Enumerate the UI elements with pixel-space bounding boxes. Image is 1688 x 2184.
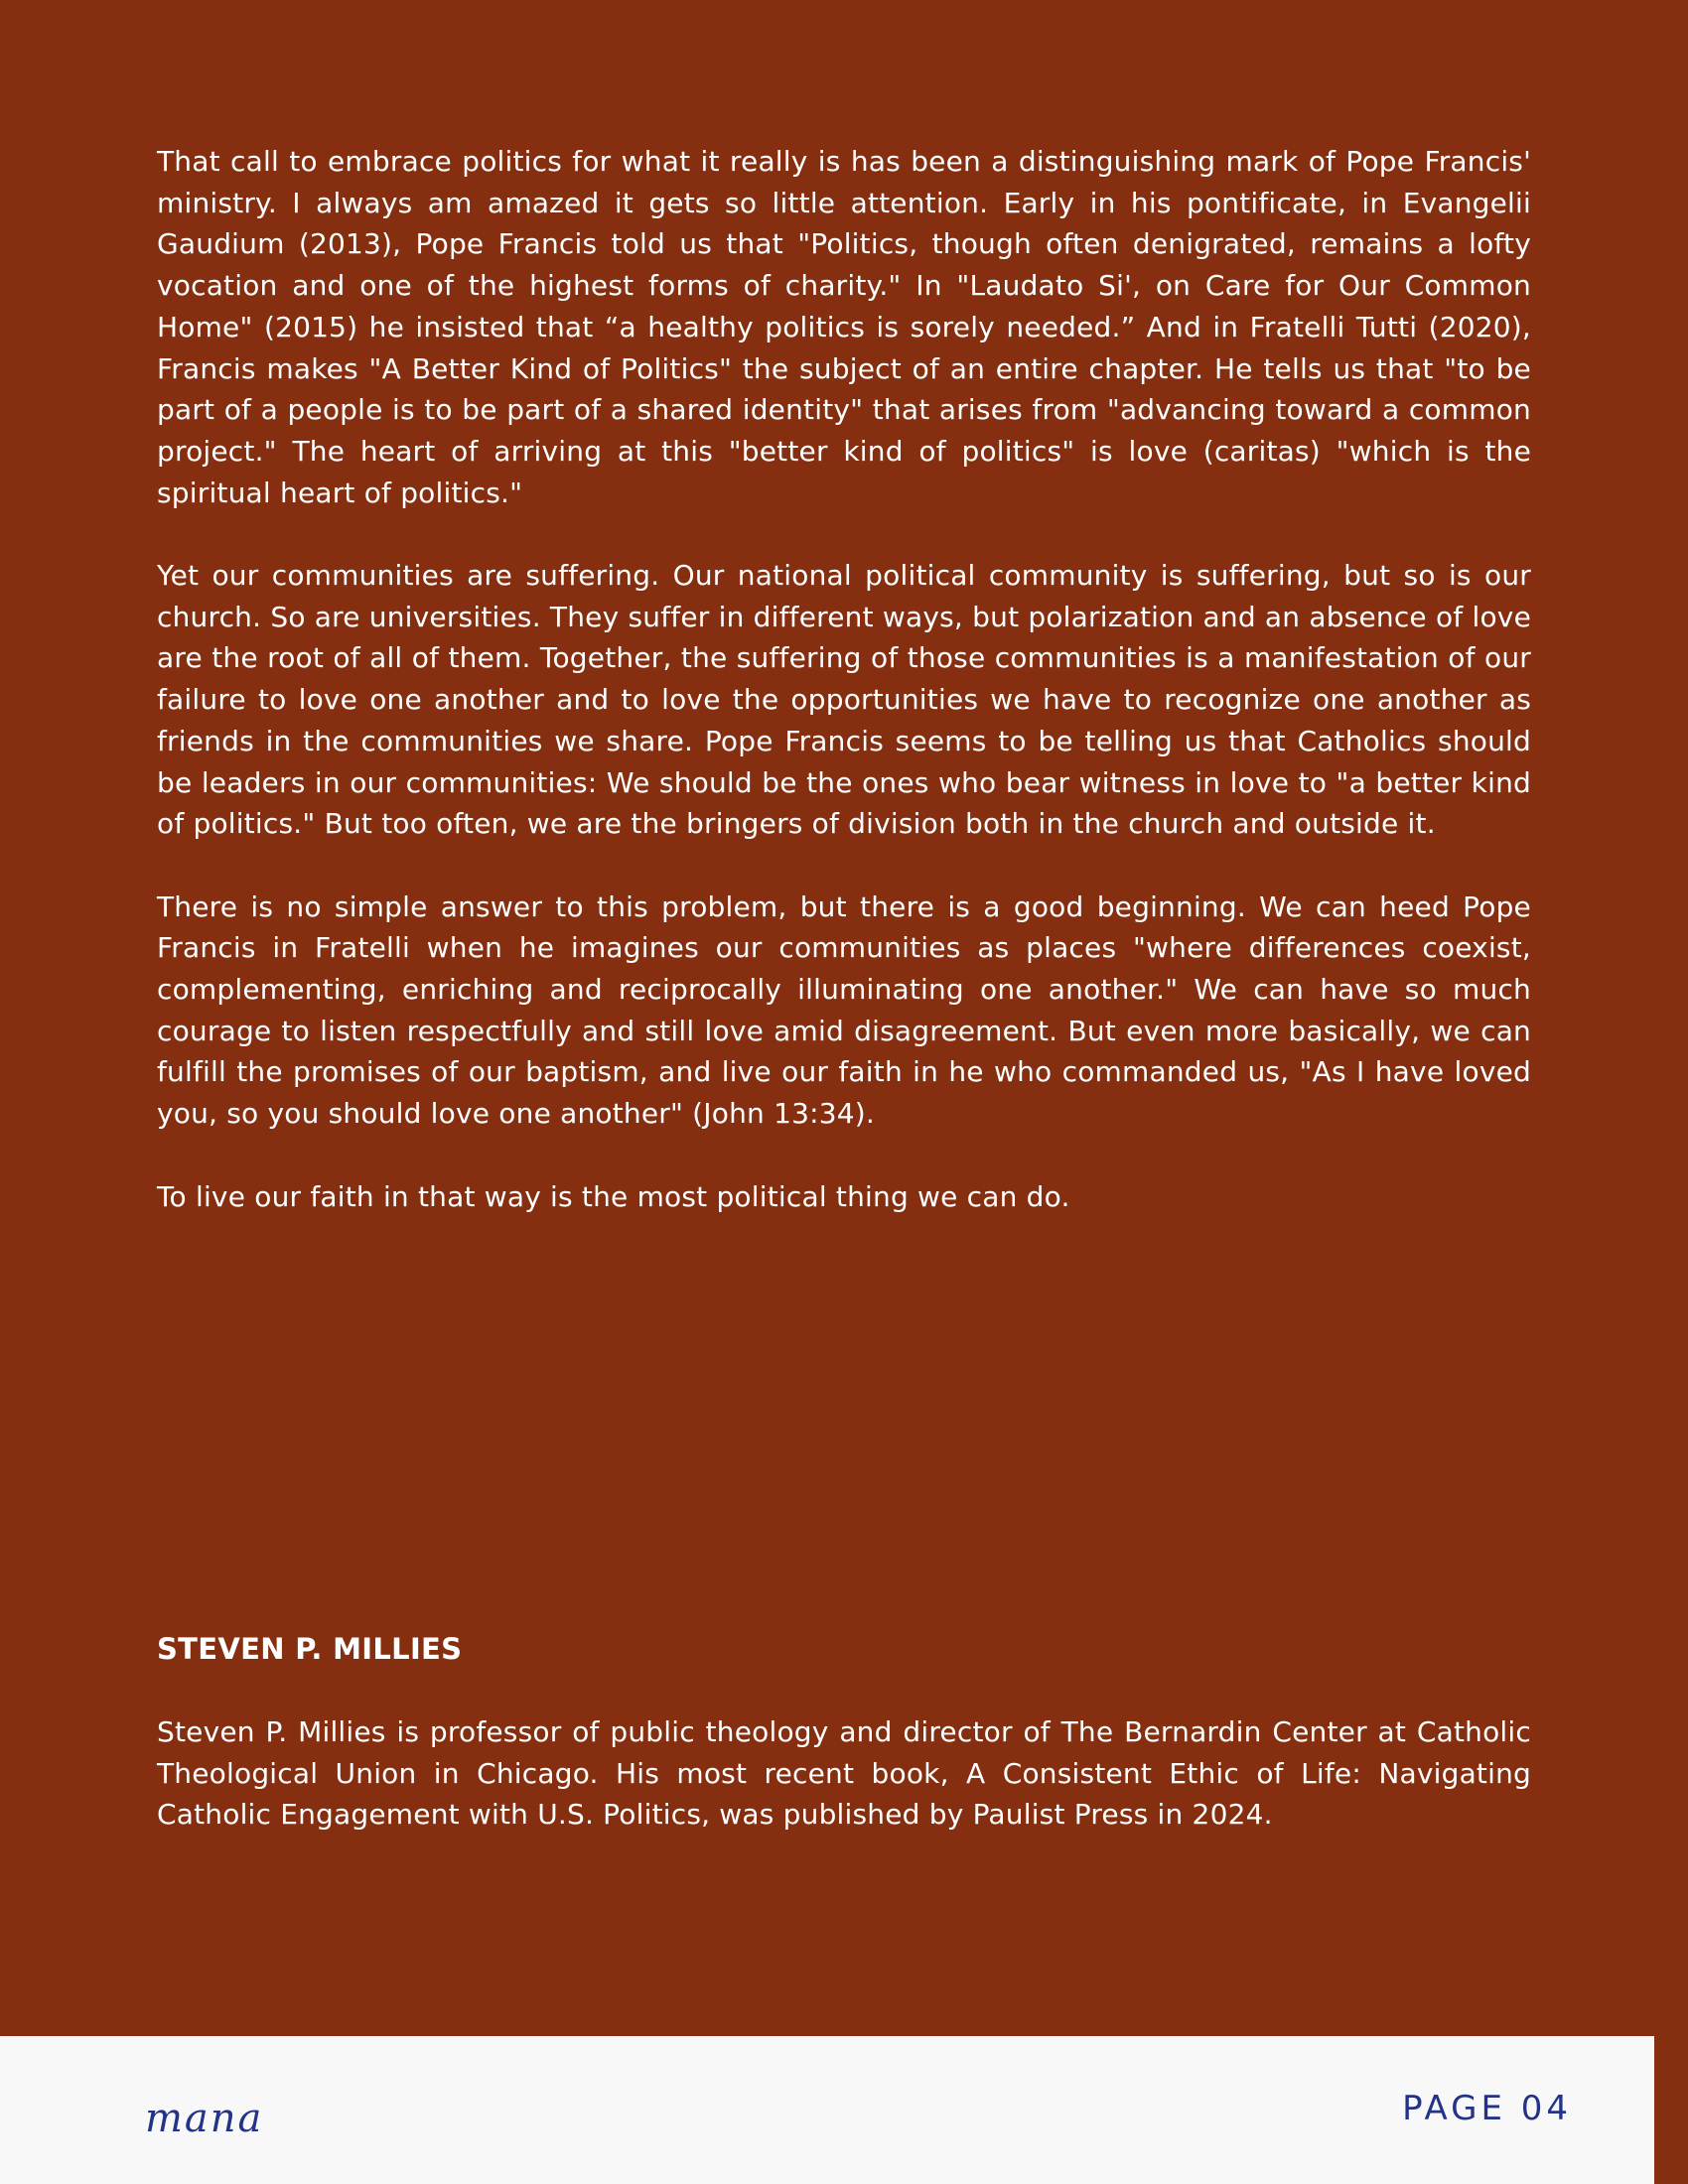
- author-bio: Steven P. Millies is professor of public theology and director of The Bernardin Center at Catholic Theological Union in Chicago. His most recent book, A Consistent Ethic of Life: Navigating Catholic Engagement with U.S. Politics, was published by Paulist Press in 2024.: [157, 1715, 1531, 1832]
- article-paragraph-2: Yet our communities are suffering. Our national political community is suffering, but so is our church. So are universities. They suffer in different ways, but polarization and an absence of love are the root of all of them. Together, the suffering of those communities is a manifestation of our failure to love one another and to love the opportunities we have to recognize one another as friends in the communities we share. Pope Francis seems to be telling us that Catholics should be leaders in our communities: We should be the ones who bear witness in love to "a better kind of politics." But too often, we are the bringers of division both in the church and outside it.: [157, 559, 1531, 841]
- page-number: PAGE 04: [1402, 2089, 1572, 2128]
- article-paragraph-1: That call to embrace politics for what it really is has been a distinguishing mark of Pope Francis' ministry. I always am amazed it gets so little attention. Early in his pontificate, in Evangelii Gaudium (2013), Pope Francis told us that "Politics, though often denigrated, remains a lofty vocation and one of the highest forms of charity." In "Laudato Si', on Care for Our Common Home" (2015) he insisted that “a healthy politics is sorely needed.” And in Fratelli Tutti (2020), Francis makes "A Better Kind of Politics" the subject of an entire chapter. He tells us that "to be part of a people is to be part of a shared identity" that arises from "advancing toward a common project." The heart of arriving at this "better kind of politics" is love (caritas) "which is the spiritual heart of politics.": [157, 145, 1531, 509]
- author-section: [157, 1628, 1531, 1836]
- author-name: STEVEN P. MILLIES: [157, 1632, 463, 1666]
- article-body: [157, 141, 1531, 1217]
- page-footer: [0, 2036, 1654, 2184]
- article-paragraph-3: There is no simple answer to this problem, but there is a good beginning. We can heed Pope Francis in Fratelli when he imagines our communities as places "where differences coexist, complementing, enriching and reciprocally illuminating one another." We can have so much courage to listen respectfully and still love amid disagreement. But even more basically, we can fulfill the promises of our baptism, and live our faith in he who commanded us, "As I have loved you, so you should love one another" (John 13:34).: [157, 889, 1531, 1131]
- article-paragraph-4: To live our faith in that way is the most political thing we can do.: [157, 1179, 1070, 1213]
- publication-logo: mana: [145, 2096, 264, 2141]
